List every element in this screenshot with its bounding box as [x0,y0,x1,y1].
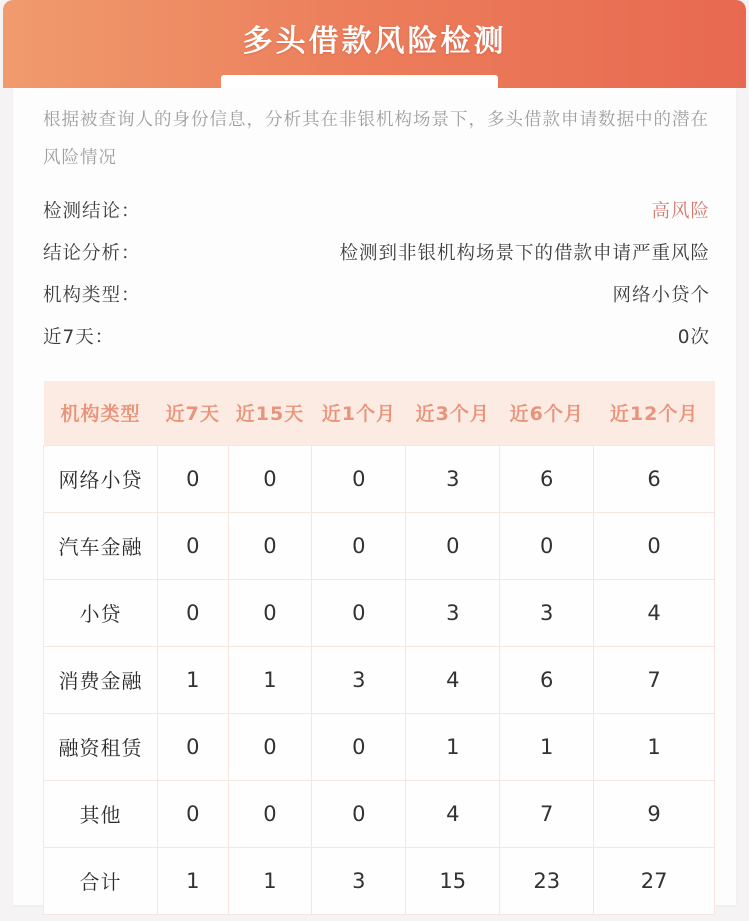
count-cell: 0 [228,445,312,512]
summary-row-analysis [43,231,710,273]
count-cell: 1 [594,713,715,780]
org-table [43,381,715,915]
summary-row-org-type [43,273,710,315]
count-cell: 1 [500,713,594,780]
summary-label: 检测结论： [43,201,141,222]
count-cell: 6 [500,646,594,713]
org-type-cell: 网络小贷 [44,445,158,512]
count-cell: 0 [312,780,406,847]
col-header-period: 近1个月 [312,381,406,445]
summary-label: 结论分析： [43,243,141,264]
count-cell: 4 [406,646,500,713]
org-type-cell: 小贷 [44,579,158,646]
table-row [44,579,715,646]
org-type-cell: 融资租赁 [44,713,158,780]
table-row [44,713,715,780]
count-cell: 15 [406,847,500,914]
summary-row-conclusion [43,189,710,231]
table-row [44,512,715,579]
title-banner [3,0,746,88]
count-cell: 3 [312,646,406,713]
analysis-value: 检测到非银机构场景下的借款申请严重风险 [339,243,710,264]
count-cell: 9 [594,780,715,847]
col-header-period: 近12个月 [594,381,715,445]
count-cell: 0 [158,512,228,579]
last7days-value: 0次 [677,327,710,348]
count-cell: 27 [594,847,715,914]
count-cell: 0 [228,780,312,847]
col-header-org-type: 机构类型 [44,381,158,445]
count-cell: 0 [312,579,406,646]
count-cell: 1 [228,847,312,914]
banner-notch [221,75,498,89]
count-cell: 3 [406,445,500,512]
count-cell: 0 [312,713,406,780]
count-cell: 1 [228,646,312,713]
page-title: 多头借款风险检测 [242,24,507,59]
count-cell: 4 [406,780,500,847]
count-cell: 0 [228,512,312,579]
count-cell: 0 [158,713,228,780]
count-cell: 6 [500,445,594,512]
count-cell: 7 [500,780,594,847]
count-cell: 0 [158,780,228,847]
org-type-value: 网络小贷个 [612,285,710,306]
count-cell: 6 [594,445,715,512]
org-type-cell: 合计 [44,847,158,914]
count-cell: 0 [500,512,594,579]
count-cell: 3 [312,847,406,914]
summary-row-last7days [43,315,710,357]
risk-level-value: 高风险 [651,201,710,222]
table-row [44,847,715,914]
report-card [13,88,736,905]
report-description: 根据被查询人的身份信息，分析其在非银机构场景下，多头借款申请数据中的潜在风险情况 [43,110,709,168]
org-type-cell: 其他 [44,780,158,847]
col-header-period: 近15天 [228,381,312,445]
count-cell: 3 [500,579,594,646]
org-type-cell: 汽车金融 [44,512,158,579]
col-header-period: 近7天 [158,381,228,445]
table-row [44,780,715,847]
count-cell: 1 [158,847,228,914]
count-cell: 0 [594,512,715,579]
table-row [44,646,715,713]
summary-label: 机构类型： [43,285,141,306]
count-cell: 0 [228,713,312,780]
org-type-cell: 消费金融 [44,646,158,713]
count-cell: 0 [312,445,406,512]
count-cell: 0 [158,579,228,646]
count-cell: 0 [406,512,500,579]
col-header-period: 近6个月 [500,381,594,445]
col-header-period: 近3个月 [406,381,500,445]
count-cell: 7 [594,646,715,713]
summary-label: 近7天： [43,327,115,348]
count-cell: 0 [228,579,312,646]
count-cell: 1 [158,646,228,713]
count-cell: 23 [500,847,594,914]
count-cell: 3 [406,579,500,646]
count-cell: 1 [406,713,500,780]
count-cell: 4 [594,579,715,646]
table-row [44,445,715,512]
table-header-row [44,381,715,445]
count-cell: 0 [312,512,406,579]
count-cell: 0 [158,445,228,512]
